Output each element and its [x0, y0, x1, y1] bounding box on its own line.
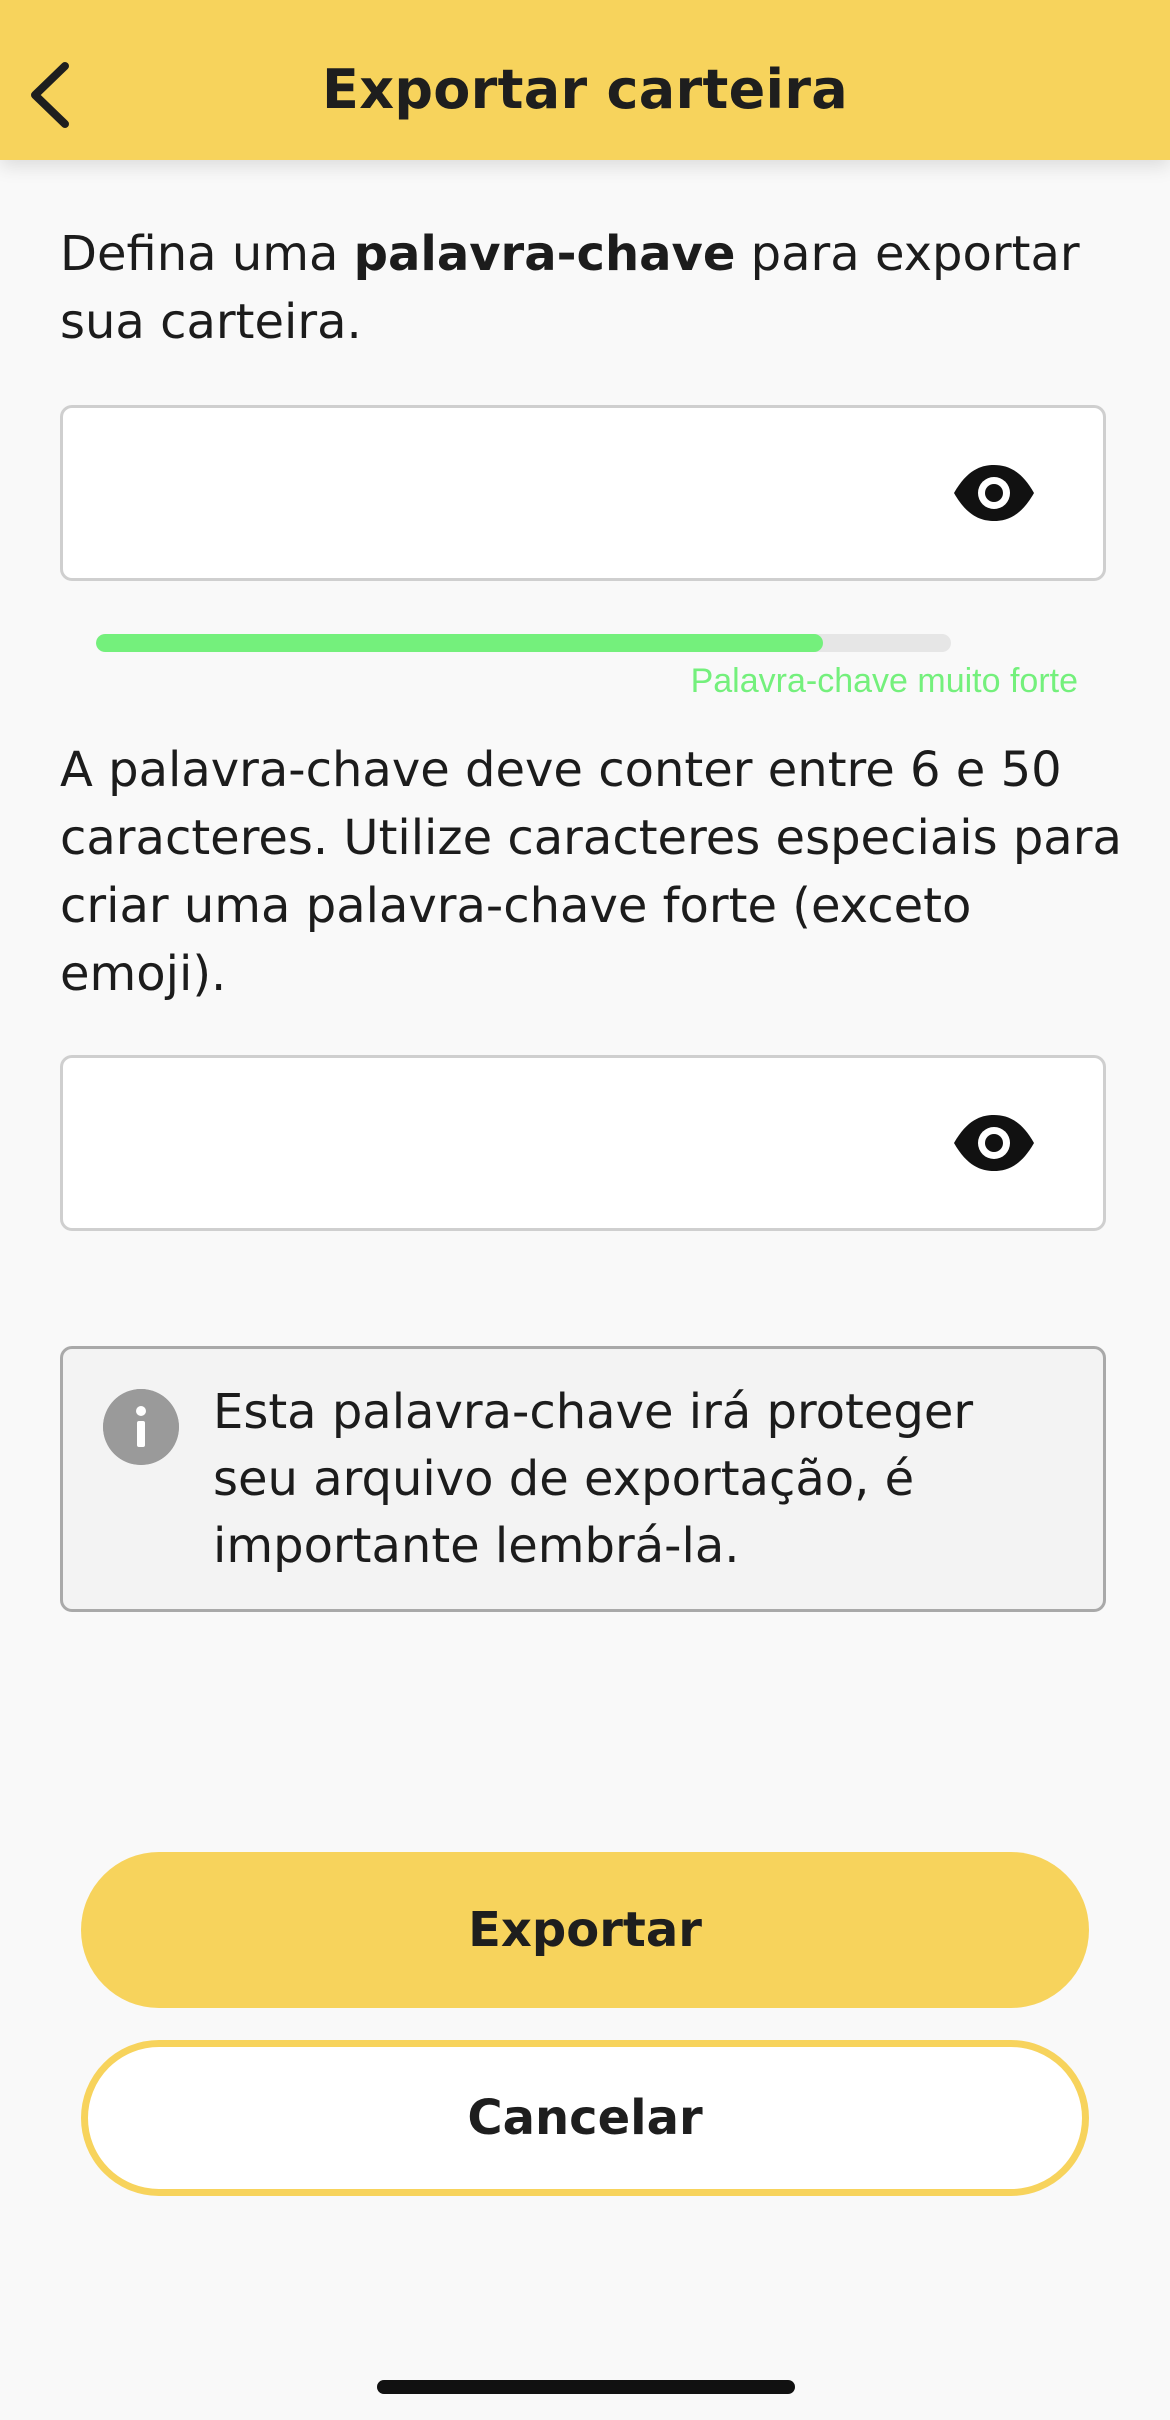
confirm-password-input[interactable]	[93, 1058, 957, 1230]
home-indicator	[377, 2380, 795, 2394]
info-text: Esta palavra-chave irá proteger seu arquivo de exportação, é importante lembrá-la.	[213, 1384, 974, 1574]
export-button[interactable]: Exportar	[81, 1852, 1089, 2008]
intro-text	[60, 220, 1120, 356]
strength-meter	[96, 634, 951, 652]
intro-prefix: Defina uma	[60, 226, 354, 282]
eye-icon[interactable]	[951, 1112, 1037, 1174]
page-title: Exportar carteira	[322, 58, 848, 121]
password-rules-text: A palavra-chave deve conter entre 6 e 50 caracteres. Utilize caracteres especiais para criar uma palavra-chave forte (exceto emoji).	[60, 742, 1122, 1002]
info-notice	[60, 1346, 1106, 1612]
confirm-password-field	[60, 1055, 1106, 1231]
strength-label: Palavra-chave muito forte	[690, 662, 1078, 700]
app-header	[0, 0, 1170, 160]
password-input[interactable]	[93, 408, 957, 580]
info-icon	[103, 1389, 179, 1465]
password-field	[60, 405, 1106, 581]
intro-keyword: palavra-chave	[353, 226, 736, 282]
strength-meter-fill	[96, 634, 823, 652]
eye-icon[interactable]	[951, 462, 1037, 524]
intro-suffix: para exportar sua carteira.	[60, 226, 1080, 350]
cancel-button[interactable]: Cancelar	[81, 2040, 1089, 2196]
